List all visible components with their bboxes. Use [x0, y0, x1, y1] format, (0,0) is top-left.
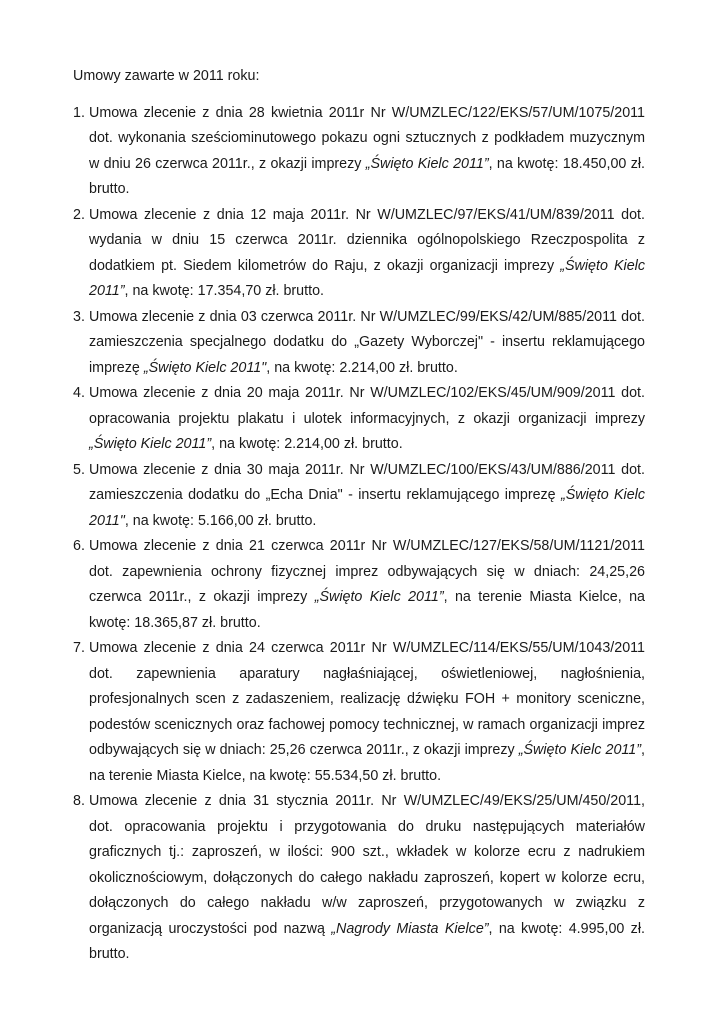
contract-text-main: Umowa zlecenie z dnia 28 kwietnia 2011r Nr W/UMZLEC/122/EKS/57/UM/1075/2011 dot. wykonania sześciominutowego pokazu ogni sztucznych z podkładem muzycznym w dniu 26 czerwca 2011r., z okazji imprezy	[89, 104, 645, 172]
contract-text	[89, 534, 645, 636]
contract-item-7	[73, 636, 645, 789]
contract-number: 8.	[73, 793, 85, 809]
contract-number: 5.	[73, 461, 85, 478]
event-name: „Święto Kielc 2011”	[518, 742, 642, 758]
event-name: „Święto Kielc 2011”	[314, 589, 444, 605]
contract-text-main: Umowa zlecenie z dnia 31 stycznia 2011r. Nr W/UMZLEC/49/EKS/25/UM/450/2011, dot. opracowania projektu i przygotowania do druku następujących materiałów graficznych tj.: zaproszeń, w ilości: 900 szt., wkładek w kolorze ecru z nadrukiem okolicznościowym, dołączonych do całego nakładu zaproszeń, kopert w kolorze ecru, dołączonych do całego nakładu w/w zaproszeń, przygotowanych w związku z organizacją uroczystości pod nazwą	[89, 793, 645, 937]
event-name: „Święto Kielc 2011”	[365, 155, 489, 172]
contract-text	[89, 458, 645, 535]
contract-text-main: Umowa zlecenie z dnia 21 czerwca 2011r Nr W/UMZLEC/127/EKS/58/UM/1121/2011 dot. zapewnienia ochrony fizycznej imprez odbywających się w dniach: 24,25,26 czerwca 2011r., z okazji imprezy	[89, 538, 645, 605]
contract-item-5	[73, 458, 645, 535]
event-name: „Święto Kielc 2011”	[89, 257, 645, 299]
contract-text-main: Umowa zlecenie z dnia 24 czerwca 2011r Nr W/UMZLEC/114/EKS/55/UM/1043/2011 dot. zapewnienia aparatury nagłaśniającej, oświetleniowej, nagłośnienia, profesjonalnych scen z zadaszeniem, realizację dźwięku FOH + monitory sceniczne, podestów scenicznych oraz fachowej pomocy technicznej, w ramach organizacji imprez odbywających się w dniach: 25,26 czerwca 2011r., z okazji imprezy	[89, 640, 645, 758]
contract-text-main: Umowa zlecenie z dnia 30 maja 2011r. Nr W/UMZLEC/100/EKS/43/UM/886/2011 dot. zamieszczenia dodatku do „Echa Dnia" - insertu reklamującego imprezę	[89, 461, 645, 503]
document-heading: Umowy zawarte w 2011 roku:	[73, 68, 260, 84]
contract-number: 7.	[73, 640, 85, 656]
contract-number: 6.	[73, 538, 85, 554]
event-name: „Święto Kielc 2011"	[143, 359, 267, 376]
contract-item-6	[73, 534, 645, 636]
event-name: „Nagrody Miasta Kielce”	[331, 920, 489, 937]
event-name: „Święto Kielc 2011”	[89, 436, 212, 452]
contract-item-4	[73, 381, 645, 458]
contract-item-3	[73, 305, 645, 382]
contract-text	[89, 203, 645, 305]
contract-text-main: Umowa zlecenie z dnia 03 czerwca 2011r. Nr W/UMZLEC/99/EKS/42/UM/885/2011 dot. zamieszczenia specjalnego dodatku do „Gazety Wyborczej" - insertu reklamującego imprezę	[89, 308, 645, 376]
contract-amount: , na kwotę: 5.166,00 zł. brutto.	[124, 512, 317, 529]
contract-amount: , na kwotę: 18.450,00 zł. brutto.	[89, 155, 645, 197]
contract-text	[89, 789, 645, 968]
contract-item-2	[73, 203, 645, 305]
contract-amount: , na kwotę: 2.214,00 zł. brutto.	[266, 359, 458, 376]
contract-amount: , na kwotę: 4.995,00 zł. brutto.	[89, 920, 645, 962]
contract-text	[89, 636, 645, 789]
contract-amount: , na kwotę: 17.354,70 zł. brutto.	[124, 283, 325, 299]
contract-text-main: Umowa zlecenie z dnia 20 maja 2011r. Nr W/UMZLEC/102/EKS/45/UM/909/2011 dot. opracowania projektu plakatu i ulotek informacyjnych, z okazji organizacji imprezy	[89, 385, 645, 427]
contract-number: 2.	[73, 206, 85, 223]
contract-number: 4.	[73, 385, 85, 401]
event-name: „Święto Kielc 2011"	[89, 487, 645, 529]
contract-text-main: Umowa zlecenie z dnia 12 maja 2011r. Nr W/UMZLEC/97/EKS/41/UM/839/2011 dot. wydania w dniu 15 czerwca 2011r. dziennika ogólnopolskiego Rzeczpospolita z dodatkiem pt. Siedem kilometrów do Raju, z okazji organizacji imprezy	[89, 206, 645, 274]
contract-amount: , na terenie Miasta Kielce, na kwotę: 55.534,50 zł. brutto.	[89, 742, 645, 784]
contract-amount: , na terenie Miasta Kielce, na kwotę: 18.365,87 zł. brutto.	[89, 589, 645, 631]
contract-number: 1.	[73, 104, 85, 121]
contract-text	[89, 101, 645, 203]
contract-text	[89, 381, 645, 458]
contract-amount: , na kwotę: 2.214,00 zł. brutto.	[211, 436, 403, 452]
contract-item-1	[73, 101, 645, 203]
contract-number: 3.	[73, 308, 85, 325]
contract-item-8	[73, 789, 645, 968]
contract-text	[89, 305, 645, 382]
contracts-list	[73, 101, 645, 968]
